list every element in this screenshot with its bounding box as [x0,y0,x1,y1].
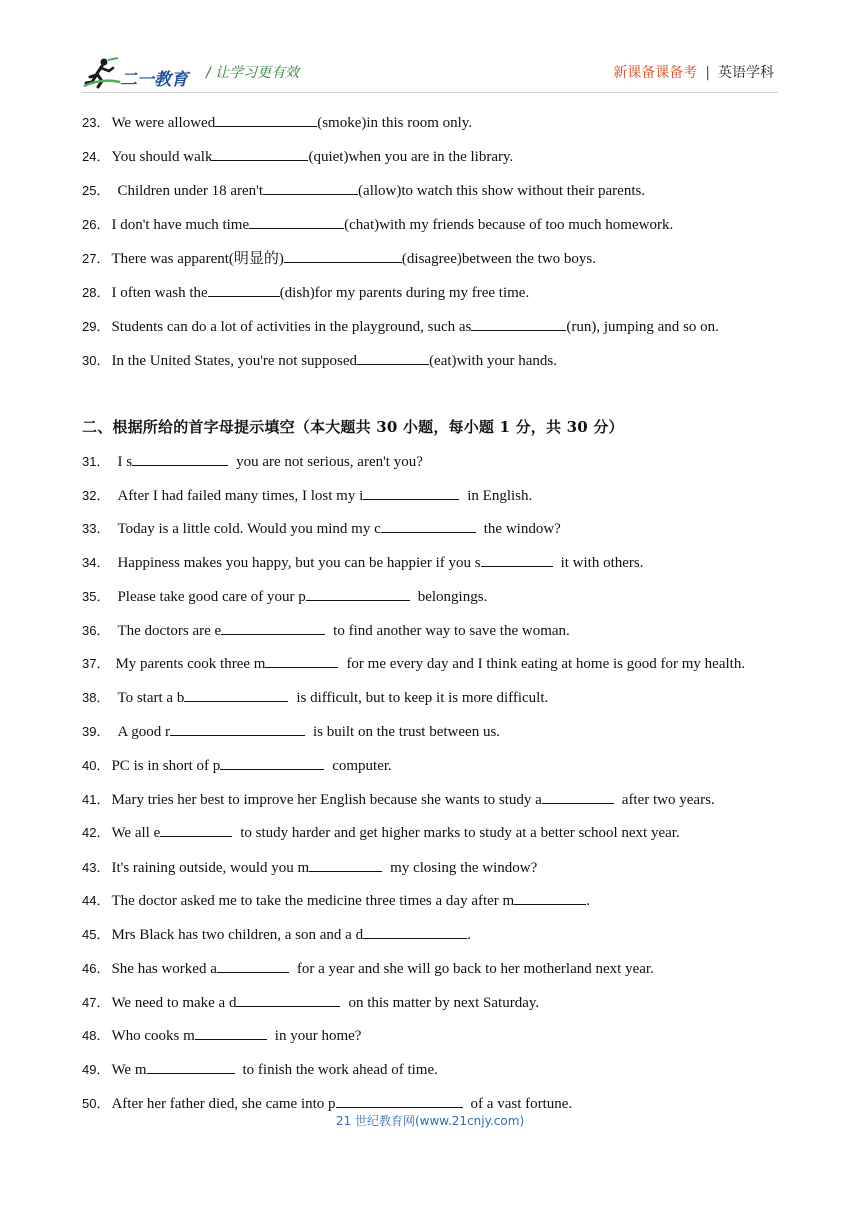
question-text-after: is difficult, but to keep it is more difficult. [296,690,549,706]
question-number: 47． [82,995,110,1010]
answer-blank[interactable] [306,586,410,601]
question-item [82,146,513,167]
question-text-before: Students can do a lot of activities in the playground, such as [111,319,472,335]
question-text-after: . [586,893,590,909]
question-text-after: (disagree)between the two boys. [401,251,597,267]
question-item [82,248,596,269]
question-text-before: I don't have much time [111,217,250,233]
answer-blank[interactable] [160,822,232,837]
answer-blank[interactable] [221,620,325,635]
answer-blank[interactable] [363,924,467,939]
answer-blank[interactable] [263,180,358,195]
question-number: 38． [82,690,110,705]
question-number: 23． [82,115,110,130]
question-text-before: There was apparent(明显的) [111,251,284,267]
question-text-before: Children under 18 aren't [117,183,264,199]
question-item [82,721,500,742]
running-figure-icon [82,56,122,90]
question-item [82,653,745,674]
question-text-before: PC is in short of p [111,758,221,774]
question-number: 34． [82,555,110,570]
answer-blank[interactable] [195,1025,267,1040]
question-text-after: to study harder and get higher marks to study at a better school next year. [240,825,680,841]
question-text-before: In the United States, you're not supposed [111,353,358,369]
header-subject: 英语学科 [718,65,774,81]
question-item [82,755,392,776]
question-text-before: Mrs Black has two children, a son and a d [111,927,364,943]
question-text-before: Who cooks m [111,1028,195,1044]
question-text-before: We m [111,1062,147,1078]
answer-blank[interactable] [249,214,344,229]
question-text-after: you are not serious, aren't you? [236,454,423,470]
question-number: 41． [82,792,110,807]
question-number: 35． [82,589,110,604]
question-item [82,180,645,201]
question-number: 24． [82,149,110,164]
question-text-before: To start a b [117,690,185,706]
question-number: 44． [82,893,110,908]
logo-text: 二一教育 [120,70,188,90]
page-header [82,56,778,90]
question-item [82,857,537,878]
answer-blank[interactable] [381,518,476,533]
answer-blank[interactable] [471,316,566,331]
question-number: 42． [82,825,110,840]
question-text-after: . [467,927,471,943]
question-number: 33． [82,521,110,536]
question-text-after: (eat)with your hands. [429,353,557,369]
question-text-after: after two years. [621,792,715,808]
question-text-before: Please take good care of your p [117,589,306,605]
question-text-before: It's raining outside, would you m [111,860,310,876]
question-text-before: We need to make a d [111,995,237,1011]
question-text-after: (dish)for my parents during my free time. [279,285,530,301]
question-text-after: (smoke)in this room only. [317,115,473,131]
question-text-before: The doctors are e [117,623,222,639]
question-item [82,620,570,641]
answer-blank[interactable] [132,451,228,466]
question-number: 25． [82,183,110,198]
question-text-before: You should walk [111,149,213,165]
question-text-after: computer. [332,758,392,774]
question-text-after: (chat)with my friends because of too much homework. [344,217,674,233]
question-item [82,1025,361,1046]
answer-blank[interactable] [265,653,338,668]
question-text-before: Today is a little cold. Would you mind my c [117,521,381,537]
answer-blank[interactable] [363,485,459,500]
question-number: 45． [82,927,110,942]
question-text-before: After her father died, she came into p [111,1096,336,1112]
question-number: 26． [82,217,110,232]
question-number: 28． [82,285,110,300]
question-item [82,485,532,506]
question-text-before: We all e [111,825,161,841]
question-item [82,890,590,911]
question-text-before: After I had failed many times, I lost my i [117,488,364,504]
question-number: 46． [82,961,110,976]
answer-blank[interactable] [514,890,586,905]
question-number: 31． [82,454,110,469]
question-item [82,1093,572,1114]
question-text-after: in English. [467,488,533,504]
question-text-after: belongings. [417,589,488,605]
question-item [82,687,548,708]
page-footer: 21 世纪教育网(www.21cnjy.com) [335,1114,525,1128]
question-number: 36． [82,623,110,638]
question-text-after: in your home? [274,1028,362,1044]
question-text-after: for me every day and I think eating at home is good for my health. [346,656,746,672]
question-item [82,350,557,371]
question-number: 29． [82,319,110,334]
question-item [82,789,715,810]
question-number: 32． [82,488,110,503]
answer-blank[interactable] [215,112,317,127]
answer-blank[interactable] [208,282,280,297]
answer-blank[interactable] [212,146,308,161]
question-text-after: for a year and she will go back to her motherland next year. [296,961,654,977]
question-text-before: We were allowed [111,115,216,131]
answer-blank[interactable] [284,248,402,263]
question-text-after: to finish the work ahead of time. [242,1062,438,1078]
header-separator: | [705,65,710,81]
question-item [82,451,423,472]
question-text-after: my closing the window? [390,860,538,876]
question-number: 50． [82,1096,110,1111]
slogan: / 让学习更有效 [206,65,300,81]
question-text-before: A good r [117,724,170,740]
logo [82,56,192,90]
question-item [82,552,644,573]
question-item [82,214,673,235]
question-text-after: to find another way to save the woman. [333,623,570,639]
question-text-before: I often wash the [111,285,208,301]
question-number: 40． [82,758,110,773]
question-text-after: (run), jumping and so on. [566,319,719,335]
question-item [82,1059,438,1080]
answer-blank[interactable] [309,857,382,872]
header-category: 新课备课备考 [613,65,698,81]
question-item [82,518,561,539]
answer-blank[interactable] [170,721,305,736]
header-right [613,62,774,82]
question-number: 49． [82,1062,110,1077]
question-text-before: She has worked a [111,961,217,977]
question-text-before: The doctor asked me to take the medicine three times a day after m [111,893,515,909]
question-item [82,586,487,607]
question-item [82,958,654,979]
answer-blank[interactable] [336,1093,463,1108]
question-text-after: on this matter by next Saturday. [348,995,540,1011]
answer-blank[interactable] [542,789,614,804]
answer-blank[interactable] [220,755,324,770]
question-item [82,822,680,843]
question-number: 43． [82,860,110,875]
answer-blank[interactable] [184,687,288,702]
question-number: 48． [82,1028,110,1043]
question-number: 30． [82,353,110,368]
answer-blank[interactable] [481,552,553,567]
question-text-after: is built on the trust between us. [312,724,501,740]
answer-blank[interactable] [236,992,340,1007]
question-text-after: (allow)to watch this show without their parents. [358,183,646,199]
question-number: 39． [82,724,110,739]
question-number: 37． [82,656,110,671]
section-title: 二、根据所给的首字母提示填空（本大题共 30 小题，每小题 1 分，共 30 分） [82,418,624,436]
question-text-after: it with others. [560,555,644,571]
answer-blank[interactable] [147,1059,235,1074]
answer-blank[interactable] [217,958,289,973]
answer-blank[interactable] [357,350,429,365]
question-number: 27． [82,251,110,266]
question-text-before: My parents cook three m [115,656,266,672]
question-text-before: I s [117,454,133,470]
header-divider [82,92,778,93]
question-text-after: of a vast fortune. [470,1096,573,1112]
question-item [82,924,471,945]
question-text-before: Happiness makes you happy, but you can be happier if you s [117,555,481,571]
question-text-after: (quiet)when you are in the library. [308,149,514,165]
question-item [82,282,529,303]
question-item [82,112,472,133]
question-item [82,316,719,337]
question-text-after: the window? [483,521,561,537]
question-item [82,992,539,1013]
question-text-before: Mary tries her best to improve her English because she wants to study a [111,792,542,808]
